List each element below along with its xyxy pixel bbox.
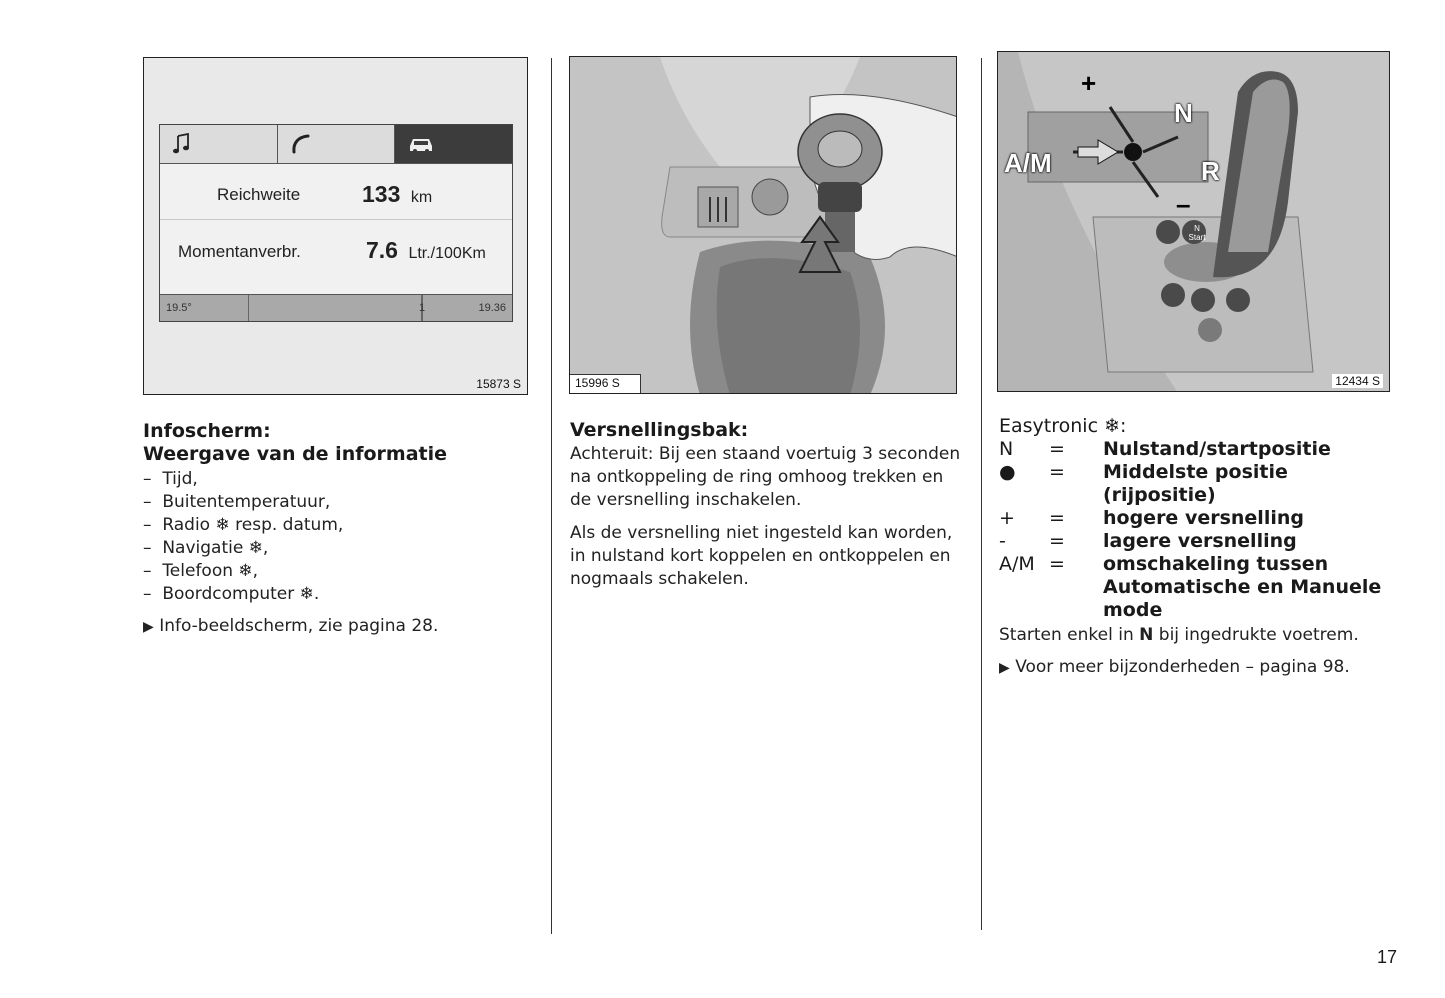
list-item-text: Radio ❄ resp. datum, [162,515,344,535]
gearbox-section [570,419,965,591]
range-unit: km [410,189,433,206]
list-item [143,491,543,514]
list-item-text: Telefoon ❄, [162,561,259,581]
status-middle: 1 [422,295,423,321]
section-heading: Easytronic ❄: [999,415,1127,437]
legend-eq: = [1049,507,1065,529]
consumption-value: 7.6 [366,237,398,263]
consumption-value-group [366,237,486,264]
note-text: Starten enkel in [999,625,1140,645]
list-item-text: Boordcomputer ❄. [162,584,320,604]
infoscreen-display [159,124,513,322]
legend-row [999,461,1399,507]
column-divider-1 [551,58,552,934]
legend-desc: hogere versnelling [1103,507,1304,529]
list-marker: – [143,492,152,512]
list-marker: – [143,515,152,535]
consumption-row [178,242,301,262]
tab-vehicle [395,125,512,163]
figure-number: 15873 S [476,377,521,391]
legend-desc: lagere versnelling [1103,530,1297,552]
list-item-text: Navigatie ❄, [162,538,269,558]
legend-row [999,530,1399,553]
reference-text: Info-beeldscherm, zie pagina 28. [159,616,439,636]
list-marker: – [143,469,152,489]
consumption-label: Momentanverbr. [178,242,301,261]
legend-desc: Middelste positie (rijpositie) [1103,461,1288,506]
list-marker: – [143,561,152,581]
note-bold: N [1139,625,1154,645]
paragraph: Als de versnelling niet ingesteld kan worden, in nulstand kort koppelen en ontkoppelen en nogmaals schakelen. [570,523,953,589]
page-reference [143,615,543,639]
list-item [143,514,543,537]
start-note [999,624,1399,647]
list-marker: – [143,584,152,604]
easytronic-illustration [998,52,1390,392]
list-item-text: Buitentemperatuur, [162,492,331,512]
legend-row [999,507,1399,530]
infoscreen-section [143,420,543,639]
consumption-unit: Ltr./100Km [408,245,486,262]
start-label: N Start [1188,224,1206,242]
legend-eq: = [1049,461,1065,483]
legend-eq: = [1049,438,1065,460]
minus-label: – [1176,189,1191,219]
list-item [143,560,543,583]
page-reference [999,656,1399,680]
legend-key: ● [999,461,1016,483]
list-item-text: Tijd, [162,469,198,489]
status-time: 19.36 [478,302,506,314]
range-label: Reichweite [217,185,301,204]
status-segment [249,295,422,321]
legend-key: N [999,438,1014,460]
car-icon [407,134,435,154]
note-text: bij ingedrukte voetrem. [1153,625,1359,645]
figure-number: 12434 S [1332,374,1383,388]
gearbox-figure [569,56,957,394]
column-divider-2 [981,58,982,930]
legend-desc: Nulstand/startpositie [1103,438,1331,460]
tab-phone [278,125,396,163]
reference-text: Voor meer bijzonderheden – pagina 98. [1015,657,1350,677]
easytronic-legend [999,438,1399,622]
section-heading: Versnellingsbak: [570,419,749,441]
legend-eq: = [1049,530,1065,552]
list-item [143,468,543,491]
figure-number: 15996 S [575,376,620,390]
legend-row [999,553,1399,622]
easytronic-section [999,415,1399,680]
phone-icon [290,133,312,155]
legend-key: + [999,507,1015,529]
easytronic-figure [997,51,1390,392]
list-marker: – [143,538,152,558]
screen-statusbar [160,294,512,321]
legend-row [999,438,1399,461]
n-label: N [1174,98,1193,128]
range-value: 133 [362,181,401,207]
info-list [143,468,543,606]
status-temperature: 19.5° [160,295,249,321]
plus-label: + [1081,68,1097,98]
paragraph: Achteruit: Bij een staand voertuig 3 seconden na ontkoppeling de ring omhoog trekken en de versnelling inschakelen. [570,444,961,510]
r-label: R [1201,156,1220,186]
legend-key: A/M [999,553,1035,575]
infoscreen-figure [143,57,528,395]
list-item [143,537,543,560]
am-label: A/M [1004,148,1052,178]
legend-key: - [999,530,1006,552]
legend-eq: = [1049,553,1065,575]
section-subheading: Weergave van de informatie [143,443,448,465]
range-value-group [362,181,432,208]
screen-tabs [160,125,512,164]
list-item [143,583,543,606]
arrow-right-icon: ▶ [143,619,154,635]
section-heading: Infoscherm: [143,420,271,442]
music-note-icon [172,133,192,155]
tab-audio [160,125,278,163]
gear-lever-illustration [570,57,957,394]
arrow-right-icon: ▶ [999,660,1010,676]
legend-desc: omschakeling tussen Automatische en Manuele mode [1103,553,1382,621]
page-number: 17 [1376,947,1397,967]
